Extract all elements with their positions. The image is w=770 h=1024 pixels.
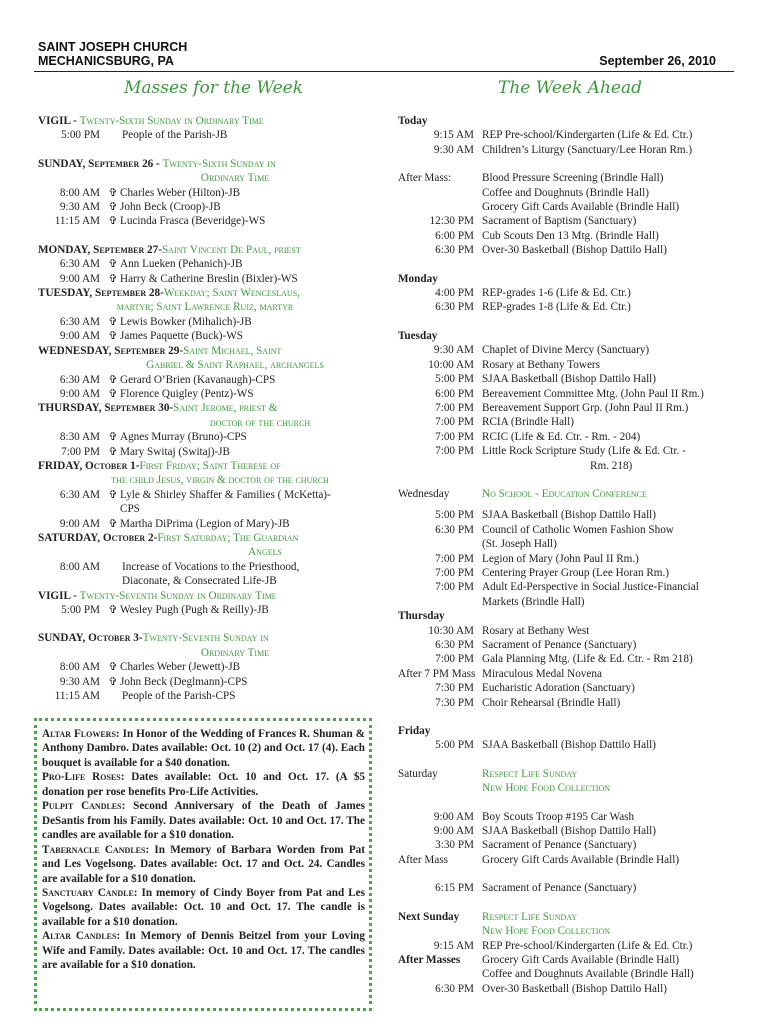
bulletin-date: September 26, 2010 [599, 54, 716, 68]
event-row: 9:15 AM REP Pre-school/Kindergarten (Life & Ed. Ctr.) [433, 939, 693, 952]
event-row: 7:30 PM Choir Rehearsal (Brindle Hall) [435, 696, 621, 709]
feast-name: Angels [248, 546, 282, 559]
announcement: Pro-Life Roses: Dates available: Oct. 10 and Oct. 17. (A $5 donation per rose benefits Pro-Life Activities. [42, 771, 366, 798]
mass-row: 9:30 AM ✞ John Beck (Deglmann)-CPS [59, 675, 248, 688]
feast-name: doctor of the church [209, 416, 311, 429]
event-row: 6:30 PM REP-grades 1-8 (Life & Ed. Ctr.) [435, 301, 631, 314]
event-row: 12:30 PM Sacrament of Baptism (Sanctuary) [429, 215, 637, 228]
event-row: 9:15 AM REP Pre-school/Kindergarten (Life & Ed. Ctr.) [433, 129, 693, 142]
event-row: Markets (Brindle Hall) [482, 595, 585, 608]
mass-row: 5:00 PM People of the Parish-JB [61, 129, 228, 142]
mass-row: 7:00 PM ✞ Mary Switaj (Switaj)-JB [61, 445, 231, 458]
day-heading: SUNDAY, September 26 - [38, 157, 160, 170]
event-row: 10:30 AM Rosary at Bethany West [428, 624, 590, 637]
event-row: 5:00 PM SJAA Basketball (Bishop Dattilo Hall) [435, 373, 657, 386]
cross-icon: ✞ [108, 517, 118, 530]
cross-icon: ✞ [108, 604, 118, 616]
feast-name: Twenty-Sixth Sunday in [162, 157, 276, 170]
day-heading: SATURDAY, October 2- [38, 531, 158, 544]
mass-row: 6:30 AM ✞ Lewis Bowker (Mihalich)-JB [59, 315, 252, 328]
feast-name: Twenty-Seventh Sunday in Ordinary Time [79, 589, 277, 602]
cross-icon: ✞ [108, 272, 118, 285]
feast-name: First Saturday; The Guardian [157, 531, 299, 544]
event-row: 5:00 PM SJAA Basketball (Bishop Dattilo Hall) [435, 739, 657, 752]
feast-name: Saint Jerome, priest & [173, 402, 278, 415]
cross-icon: ✞ [108, 330, 118, 343]
day-tuesday: Tuesday [398, 329, 438, 342]
mass-row: 9:00 AM ✞ Martha DiPrima (Legion of Mary)-JB [59, 517, 290, 530]
feast-name: martyr; Saint Lawrence Ruiz, martyr [116, 301, 294, 314]
event-row: New Hope Food Collection [482, 925, 610, 938]
day-heading: SUNDAY, October 3- [38, 632, 143, 645]
mass-row: 8:00 AM ✞ Charles Weber (Hilton)-JB [59, 186, 241, 199]
day-heading: VIGIL - [38, 589, 77, 602]
event-row: 10:00 AM Rosary at Bethany Towers [428, 358, 601, 371]
event-row: 7:00 PM Adult Ed-Perspective in Social Justice-Financial [435, 581, 699, 594]
day-heading: THURSDAY, September 30- [38, 402, 174, 415]
mass-row: 9:00 AM ✞ James Paquette (Buck)-WS [59, 330, 244, 343]
event-row: 6:30 PM Over-30 Basketball (Bishop Dattilo Hall) [435, 982, 667, 995]
masses-title: Masses for the Week [124, 78, 303, 98]
event-row: 7:00 PM Centering Prayer Group (Lee Horan Rm.) [435, 566, 670, 579]
cross-icon: ✞ [108, 387, 118, 400]
event-row: 9:30 AM Chaplet of Divine Mercy (Sanctuary) [433, 344, 650, 357]
mass-row: 9:00 AM ✞ Harry & Catherine Breslin (Bixler)-WS [59, 272, 298, 285]
mass-row: 11:15 AM People of the Parish-CPS [54, 690, 236, 703]
mass-row: 6:30 AM ✞ Ann Lueken (Pehanich)-JB [59, 258, 243, 271]
event-row: 6:00 PM Bereavement Committee Mtg. (John Paul II Rm.) [435, 387, 704, 400]
church-town: MECHANICSBURG, PA [38, 54, 174, 68]
cross-icon: ✞ [108, 186, 118, 199]
day-monday: Monday [398, 272, 438, 285]
feast-name: Saint Michael, Saint [183, 344, 282, 357]
event-row: 7:00 PM Gala Planning Mtg. (Life & Ed. Ctr. - Rm 218) [435, 653, 693, 666]
event-row: After Mass: Blood Pressure Screening (Brindle Hall) [398, 172, 664, 185]
event-row: 5:00 PM SJAA Basketball (Bishop Dattilo Hall) [435, 509, 657, 522]
event-row: 7:00 PM RCIA (Brindle Hall) [435, 416, 574, 429]
mass-row: Diaconate, & Consecrated Life-JB [122, 575, 277, 588]
cross-icon: ✞ [108, 431, 118, 444]
cross-icon: ✞ [108, 488, 118, 501]
feast-name: Gabriel & Saint Raphael, archangels [146, 359, 324, 372]
week-title: The Week Ahead [498, 78, 642, 98]
cross-icon: ✞ [108, 445, 118, 458]
event-row: After 7 PM Mass Miraculous Medal Novena [398, 667, 602, 680]
event-row: 6:30 PM Over-30 Basketball (Bishop Dattilo Hall) [435, 244, 667, 257]
header-rule [34, 71, 734, 72]
week-column [398, 114, 738, 996]
announcement: Pulpit Candles: Second Anniversary of the Death of James DeSantis from his Family. Dates available: Oct. 10 and Oct. 17. The candles are available for a $10 donation. [42, 800, 365, 842]
event-row: New Hope Food Collection [482, 782, 610, 795]
event-row: 7:00 PM Legion of Mary (John Paul II Rm.) [435, 552, 639, 565]
day-heading: WEDNESDAY, September 29- [38, 344, 184, 357]
church-name: SAINT JOSEPH CHURCH [38, 40, 188, 54]
feast-name: Ordinary Time [200, 172, 270, 185]
cross-icon: ✞ [108, 215, 118, 228]
event-row: Wednesday No School - Education Conference [398, 487, 647, 500]
day-friday: Friday [398, 725, 431, 738]
announcement: Altar Candles: In Memory of Dennis Beitzel from your Loving Wife and Family. Dates available: Oct. 10 and Oct. 17. The candles are available for a $10 donation. [42, 930, 365, 972]
event-row: 6:00 PM Cub Scouts Den 13 Mtg. (Brindle Hall) [435, 229, 659, 242]
cross-icon: ✞ [108, 373, 118, 386]
mass-row: 8:00 AM ✞ Charles Weber (Jewett)-JB [59, 661, 241, 674]
cross-icon: ✞ [108, 258, 118, 271]
event-row: 3:30 PM Sacrament of Penance (Sanctuary) [435, 839, 637, 852]
mass-row: 9:00 AM ✞ Florence Quigley (Pentz)-WS [59, 387, 254, 400]
event-row: After Mass Grocery Gift Cards Available (Brindle Hall) [398, 853, 680, 866]
day-thursday: Thursday [398, 610, 445, 623]
feast-name: Ordinary Time [200, 646, 270, 659]
event-row: Next Sunday Respect Life Sunday [398, 910, 578, 923]
event-row: 6:15 PM Sacrament of Penance (Sanctuary) [435, 882, 637, 895]
event-row: 7:00 PM Little Rock Scripture Study (Life & Ed. Ctr. - [435, 445, 686, 458]
event-row: 9:30 AM Children’s Liturgy (Sanctuary/Lee Horan Rm.) [433, 143, 693, 156]
announcements-box [34, 718, 372, 1011]
event-row: 6:30 PM Sacrament of Penance (Sanctuary) [435, 639, 637, 651]
day-heading: FRIDAY, October 1- [38, 459, 140, 472]
feast-name: Weekday; Saint Wenceslaus, [163, 287, 300, 300]
cross-icon: ✞ [108, 201, 118, 214]
event-row: 7:30 PM Eucharistic Adoration (Sanctuary) [435, 682, 635, 695]
event-row: Coffee and Doughnuts (Brindle Hall) [482, 186, 649, 199]
feast-name: Twenty-Sixth Sunday in Ordinary Time [79, 115, 264, 127]
event-row: (St. Joseph Hall) [482, 538, 557, 551]
feast-name: Twenty-Seventh Sunday in [142, 632, 269, 645]
mass-row: 8:00 AM Increase of Vocations to the Priesthood, [59, 560, 300, 573]
cross-icon: ✞ [108, 661, 118, 674]
feast-name: Saint Vincent De Paul, priest [161, 243, 301, 256]
announcement: Tabernacle Candles: In Memory of Barbara Worden from Pat and Les Vogelsong. Dates available: Oct. 17 and Oct. 24. Candles are available for a $10 donation. [42, 843, 365, 885]
masses-column [38, 114, 372, 703]
event-row: Coffee and Doughnuts Available (Brindle Hall) [482, 968, 694, 981]
event-row: 7:00 PM RCIC (Life & Ed. Ctr. - Rm. - 204) [435, 430, 641, 443]
event-row: Rm. 218) [590, 459, 633, 472]
event-row: 9:00 AM Boy Scouts Troop #195 Car Wash [433, 810, 635, 823]
day-heading: TUESDAY, September 28- [38, 287, 164, 300]
day-today: Today [398, 115, 428, 127]
feast-name: First Friday; Saint Therese of [139, 459, 281, 472]
event-row: 4:00 PM REP-grades 1-6 (Life & Ed. Ctr.) [435, 287, 631, 300]
mass-row: CPS [120, 503, 140, 516]
event-row: Saturday Respect Life Sunday [398, 767, 578, 780]
event-row: 7:00 PM Bereavement Support Grp. (John Paul II Rm.) [435, 401, 689, 414]
day-heading: MONDAY, September 27- [38, 243, 162, 256]
announcement: Sanctuary Candle: In memory of Cindy Boyer from Pat and Les Vogelsong. Dates available: Oct. 10 and Oct. 17. The candle is available for a $10 donation. [42, 886, 365, 928]
day-heading: VIGIL - [38, 115, 77, 127]
announcement: Altar Flowers: In Honor of the Wedding of Frances R. Shuman & Anthony Dambro. Dates available: Oct. 10 (2) and Oct. 17 (4). Each bouquet is available for a $40 donation. [42, 728, 365, 769]
mass-row: 9:30 AM ✞ John Beck (Croop)-JB [59, 201, 221, 214]
mass-row: 8:30 AM ✞ Agnes Murray (Bruno)-CPS [59, 431, 247, 444]
event-row: 9:00 AM SJAA Basketball (Bishop Dattilo Hall) [433, 825, 657, 838]
mass-row: 5:00 PM ✞ Wesley Pugh (Pugh & Reilly)-JB [61, 604, 269, 616]
cross-icon: ✞ [108, 315, 118, 328]
mass-row: 6:30 AM ✞ Gerard O’Brien (Kavanaugh)-CPS [59, 373, 276, 386]
feast-name: the child Jesus, virgin & doctor of the church [111, 474, 329, 487]
event-row: Grocery Gift Cards Available (Brindle Hall) [482, 201, 680, 214]
mass-row: 11:15 AM ✞ Lucinda Frasca (Beveridge)-WS [54, 215, 266, 228]
event-row: 6:30 PM Council of Catholic Women Fashion Show [435, 523, 674, 536]
mass-row: 6:30 AM ✞ Lyle & Shirley Shaffer & Families ( McKetta)- [59, 488, 331, 501]
cross-icon: ✞ [108, 675, 118, 688]
event-row: After Masses Grocery Gift Cards Available (Brindle Hall) [398, 953, 680, 966]
